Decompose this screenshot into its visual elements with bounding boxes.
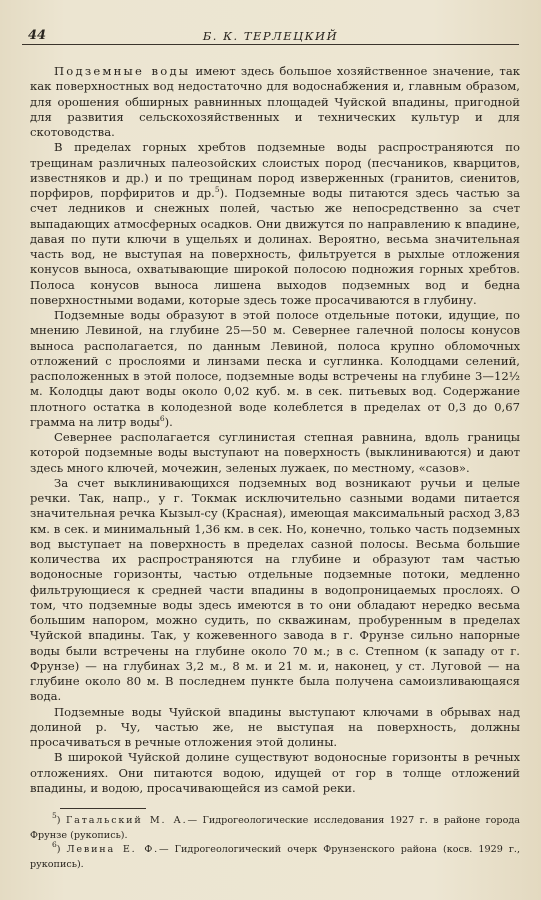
page-number: 44 — [28, 28, 47, 43]
paragraph-6: Подземные воды Чуйской впадины выступают ключами в обрывах над долиной р. Чу, частью же, не выступая на поверхность, должны просачиваться в речные отложения этой долины. — [30, 704, 520, 749]
body-text — [30, 64, 520, 796]
emphasized-term: Подземные воды — [54, 64, 191, 78]
paragraph-2-text-a: В пределах горных хребтов подземные воды распространяются по трещинам различных палеозойских слоистых пород (песчаников, кварцитов, известняков и др.) и по трещинам пород изверженных (гранитов, сиенитов, порфиров, порфиритов и др. — [30, 140, 520, 200]
paragraph-3-text-b: ). — [164, 414, 173, 429]
footnote-text: — Гидрогеологический очерк Фрунзенского района (косв. 1929 г., рукопись). — [30, 844, 520, 870]
paragraph-2-text-b: ). Подземные воды питаются здесь частью за счет ледников и снежных полей, частью же непосредственно за счет выпадающих атмосферных осадков. Они движутся по направлению к впадине, давая по пути ключи в ущельях и долинах. Вероятно, весьма значительная часть вод, не выступая на поверхность, фильтруется в рыхлые отложения конусов выноса, охватывающие широкой полосою подножия горных хребтов. Полоса конусов выноса лишена выходов подземных вод и бедна поверхностными водами, которые здесь тоже просачиваются в глубину. — [30, 186, 520, 307]
paragraph-1-text: имеют здесь большое хозяйственное значение, так как поверхностных вод недостаточно для водоснабжения и, главным образом, для орошения обширных равнинных площадей Чуйской впадины, пригодной для развития сельскохозяйственных и технических культур и для скотоводства. — [30, 64, 520, 139]
footnote-divider — [60, 808, 146, 809]
paragraph-7: В широкой Чуйской долине существуют водоносные горизонты в речных отложениях. Они питаются водою, идущей от гор в толще отложений впадины, и водою, просачивающейся из самой реки. — [30, 750, 520, 795]
paragraph-3-text-a: Подземные воды образуют в этой полосе отдельные потоки, идущие, по мнению Левиной, на глубине 25—50 м. Севернее галечной полосы конусов выноса располагается, по данным Левиной, полоса крупно обломочных отложений с прослоями и линзами песка и суглинка. Колодцами селений, расположенных в этой полосе, подземные воды встречены на глубине 3—12½ м. Колодцы дают воды около 0,02 куб. м. в сек. питьевых вод. Содержание плотного остатка в колодезной воде колеблется в пределах от 0,3 до 0,67 грамма на литр воды — [30, 308, 520, 429]
paragraph-4: Севернее располагается суглинистая степная равнина, вдоль границы которой подземные воды выступают на поверхность (выклиниваются) и дают здесь много ключей, мочежин, зеленых лужаек, по местному, «сазов». — [30, 430, 520, 475]
running-header — [22, 26, 519, 45]
footnote-author: Левина Е. Ф. — [66, 844, 160, 855]
footnote-mark: 5 — [52, 811, 57, 820]
running-title: Б. К. ТЕРЛЕЦКИЙ — [202, 29, 339, 43]
paragraph-5: За счет выклинивающихся подземных вод возникают ручьи и целые речки. Так, напр., у г. Токмак исключительно сазными водами питается значительная речка Кызыл-су (Красная), имеющая максимальный расход 3,83 км. в сек. и минимальный 1,36 км. в сек. Но, конечно, только часть подземных вод выступает на поверхность в пределах сазной полосы. Весьма большие количества их распространяются на глубине и образуют там частью водоносные горизонты, частью отдельные подземные потоки, медленно фильтрующиеся к средней части впадины в водопроницаемых прослоях. О том, что подземные воды здесь имеются в то они обладают нередко весьма большим напором, можно судить, по скважинам, пробуренным в пределах Чуйской впадины. Так, у кожевенного завода в г. Фрунзе сильно напорные воды были встречены на глубине около 70 м.; в с. Степном (к западу от г. Фрунзе) — на глубинах 3,2 м., 8 м. и 21 м. и, наконец, у ст. Луговой — на глубине около 80 м. В последнем пункте была получена самоизливающаяся вода. — [30, 475, 520, 704]
paragraph-3 — [30, 308, 520, 430]
footnote-6: $^6$) Левина Е. Ф.— Гидрогеологический очерк Фрунзенского района (косв. 1929 г., рукопись). — [30, 840, 520, 870]
paragraph-2 — [30, 140, 520, 308]
footnote-ref-5[interactable]: 5 — [214, 185, 220, 194]
footnote-mark: 6 — [52, 840, 57, 849]
footnote-5: $^5$) Гатальский М. А.— Гидрогеологические исследования 1927 г. в районе города Фрунзе (рукопись). — [30, 811, 520, 841]
footnote-text: — Гидрогеологические исследования 1927 г. в районе города Фрунзе (рукопись). — [30, 815, 520, 841]
footnote-author: Гатальский М. А. — [65, 815, 188, 826]
footnote-ref-6[interactable]: 6 — [159, 413, 165, 423]
footnotes — [30, 811, 520, 872]
paragraph-1 — [30, 64, 520, 140]
